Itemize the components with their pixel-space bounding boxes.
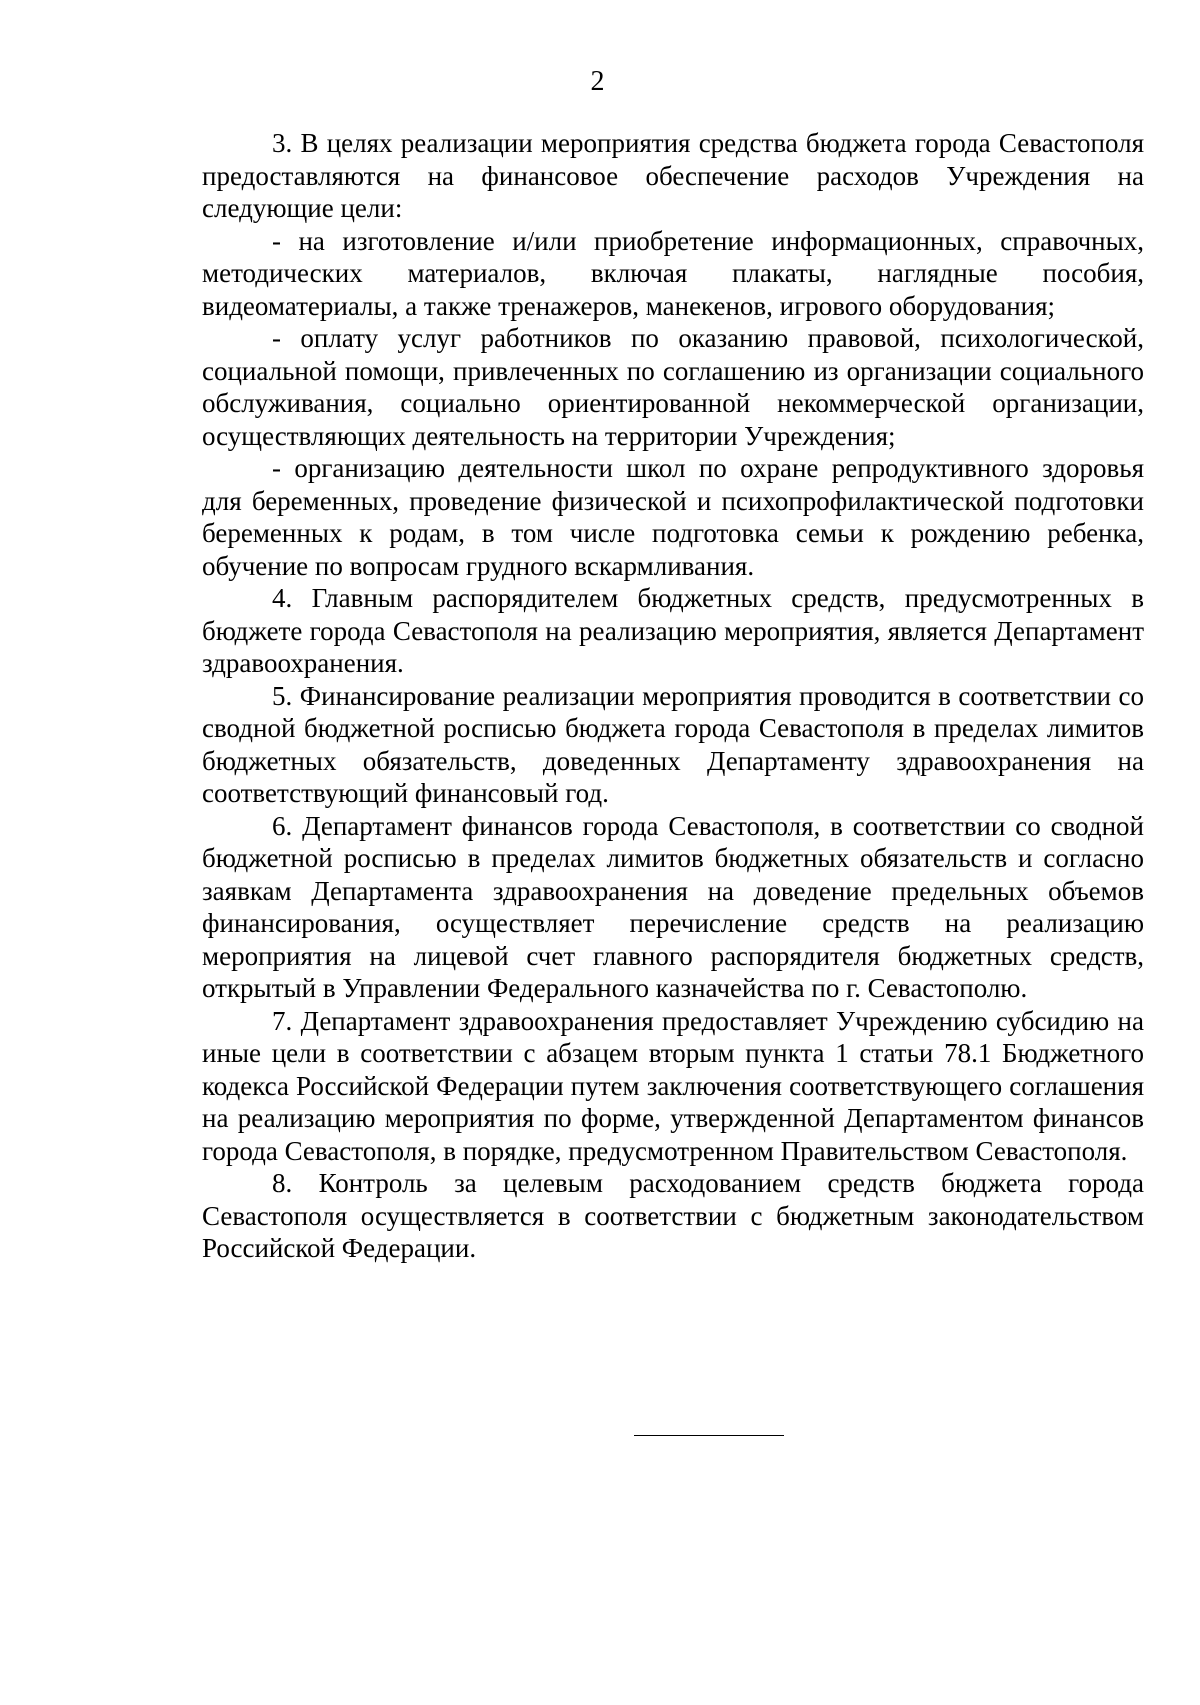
paragraph-4: 4. Главным распорядителем бюджетных средств, предусмотренных в бюджете города Севастополя на реализацию мероприятия, является Департамент здравоохранения. bbox=[202, 583, 1144, 678]
paragraph-6: 6. Департамент финансов города Севастополя, в соответствии со сводной бюджетной росписью в пределах лимитов бюджетных обязательств и согласно заявкам Департамента здравоохранения на доведение предельных объемов финансирования, осуществляет перечисление средств на реализацию мероприятия на лицевой счет главного распорядителя бюджетных средств, открытый в Управлении Федерального казначейства по г. Севастополю. bbox=[202, 810, 1144, 1003]
paragraph-5: 5. Финансирование реализации мероприятия проводится в соответствии со сводной бюджетной росписью бюджета города Севастополя в пределах лимитов бюджетных обязательств, доведенных Департаменту здравоохранения на соответствующий финансовый год. bbox=[202, 680, 1144, 808]
end-of-document-rule bbox=[634, 1435, 784, 1436]
paragraph-7: 7. Департамент здравоохранения предоставляет Учреждению субсидию на иные цели в соответствии с абзацем вторым пункта 1 статьи 78.1 Бюджетного кодекса Российской Федерации путем заключения соответствующего соглашения на реализацию мероприятия по форме, утвержденной Департаментом финансов города Севастополя, в порядке, предусмотренном Правительством Севастополя. bbox=[202, 1005, 1144, 1166]
paragraph-3: 3. В целях реализации мероприятия средства бюджета города Севастополя предоставляются на финансовое обеспечение расходов Учреждения на следующие цели: bbox=[202, 128, 1144, 223]
page-number: 2 bbox=[590, 66, 605, 97]
list-item-materials: - на изготовление и/или приобретение информационных, справочных, методических материалов, включая плакаты, наглядные пособия, видеоматериалы, а также тренажеров, манекенов, игрового оборудования; bbox=[202, 225, 1144, 321]
list-item-schools: - организацию деятельности школ по охране репродуктивного здоровья для беременных, проведение физической и психопрофилактической подготовки беременных к родам, в том числе подготовка семьи к рождению ребенка, обучение по вопросам грудного вскармливания. bbox=[202, 453, 1144, 581]
list-item-services: - оплату услуг работников по оказанию правовой, психологической, социальной помощи, привлеченных по соглашению из организации социального обслуживания, социально ориентированной некоммерческой организации, осуществляющих деятельность на территории Учреждения; bbox=[202, 323, 1144, 451]
document-body bbox=[202, 127, 1144, 1265]
paragraph-8: 8. Контроль за целевым расходованием средств бюджета города Севастополя осуществляется в соответствии с бюджетным законодательством Российской Федерации. bbox=[202, 1168, 1144, 1263]
